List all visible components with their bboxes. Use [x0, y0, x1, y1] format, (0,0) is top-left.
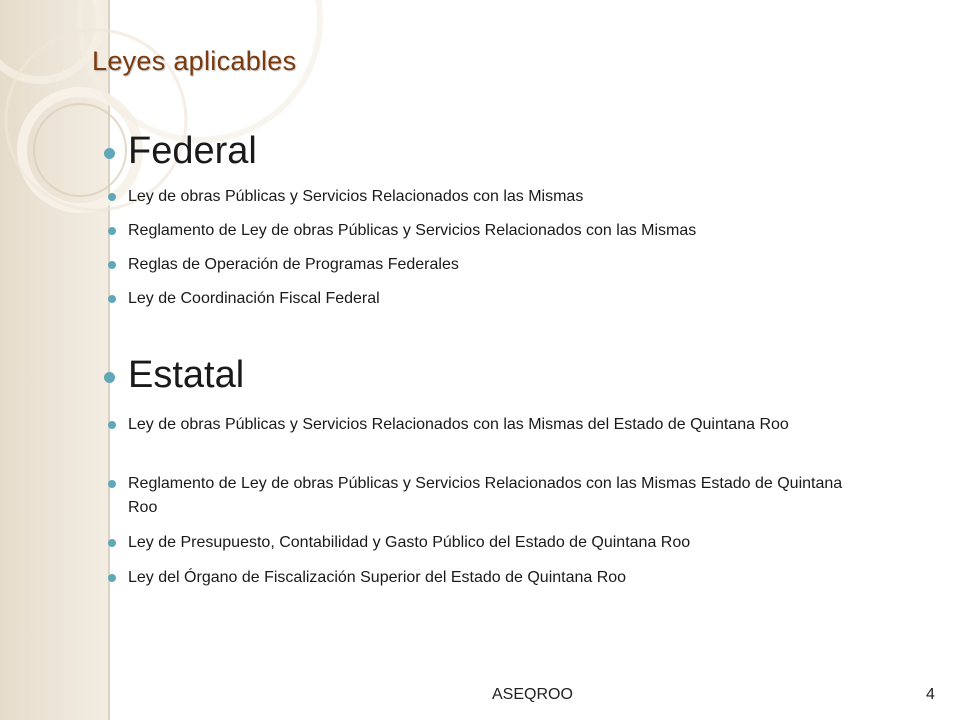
estatal-item-4-bullet-icon	[108, 574, 116, 582]
estatal-item-2-bullet-icon	[108, 480, 116, 488]
federal-item-2-bullet-icon	[108, 227, 116, 235]
federal-item-1-bullet-icon	[108, 193, 116, 201]
footer-text: ASEQROO	[492, 686, 573, 703]
page-number: 4	[926, 686, 935, 703]
slide-title: Leyes aplicables	[92, 46, 297, 76]
estatal-heading: Estatal	[128, 354, 245, 396]
federal-item-4-bullet-icon	[108, 295, 116, 303]
federal-item-1: Ley de obras Públicas y Servicios Relacionados con las Mismas	[128, 188, 584, 205]
estatal-bullet-icon	[104, 372, 115, 383]
estatal-item-3: Ley de Presupuesto, Contabilidad y Gasto Público del Estado de Quintana Roo	[128, 534, 691, 551]
federal-item-2: Reglamento de Ley de obras Públicas y Servicios Relacionados con las Mismas	[128, 222, 697, 239]
federal-item-3-bullet-icon	[108, 261, 116, 269]
estatal-item-2: Reglamento de Ley de obras Públicas y Servicios Relacionados con las Mismas Estado de Quintana Roo	[128, 475, 843, 516]
estatal-item-4: Ley del Órgano de Fiscalización Superior del Estado de Quintana Roo	[128, 569, 627, 586]
estatal-item-1: Ley de obras Públicas y Servicios Relacionados con las Mismas del Estado de Quintana Roo	[128, 416, 789, 433]
estatal-item-3-bullet-icon	[108, 539, 116, 547]
federal-heading: Federal	[128, 130, 257, 172]
federal-bullet-icon	[104, 148, 115, 159]
federal-item-3: Reglas de Operación de Programas Federales	[128, 256, 459, 273]
estatal-item-1-bullet-icon	[108, 421, 116, 429]
federal-item-4: Ley de Coordinación Fiscal Federal	[128, 290, 380, 307]
